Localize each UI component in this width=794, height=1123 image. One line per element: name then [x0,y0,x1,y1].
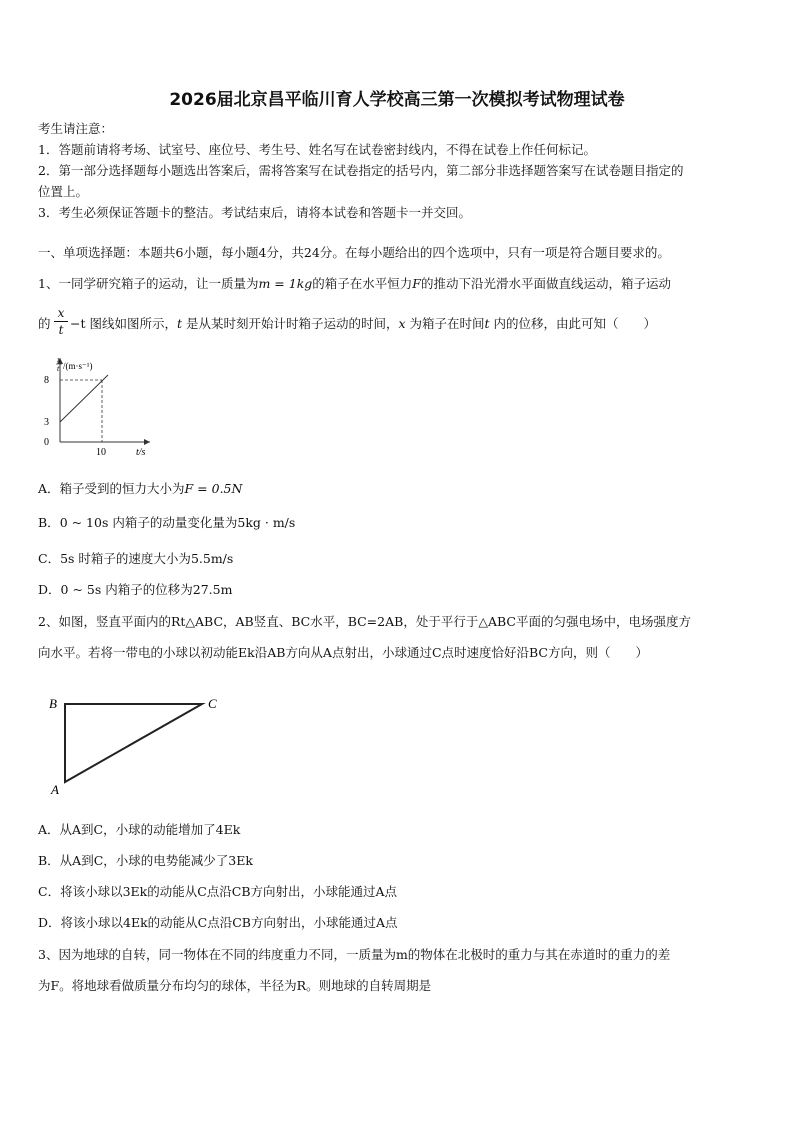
q2-option-a: A．从A到C，小球的动能增加了4Ek [38,822,241,837]
x-tick-10: 10 [96,447,106,458]
origin-label: 0 [44,437,49,448]
q2-option-c: C．将该小球以3Ek的动能从C点沿CB方向射出，小球能通过A点 [38,884,398,899]
q1-option-b: B．0 ~ 10s 内箱子的动量变化量为5kg · m/s [38,515,296,530]
q1-stem-line2: −t 图线如图所示，t 是从某时刻开始计时箱子运动的时间，x 为箱子在时间t 内的位移，由此可知（ ） [70,316,657,331]
q3-stem-line1: 3、因为地球的自转，同一物体在不同的纬度重力不同，一质量为m的物体在北极时的重力与其在赤道时的重力的差 [38,947,671,962]
section-heading: 一、单项选择题：本题共6小题，每小题4分，共24分。在每小题给出的四个选项中，只有一项是符合题目要求的。 [38,245,670,260]
q1-stem-line1: 1、一同学研究箱子的运动，让一质量为m = 1kg的箱子在水平恒力F的推动下沿光滑水平面做直线运动，箱子运动 [38,276,671,291]
vertex-b-label: B [49,696,57,711]
q1-option-d: D．0 ~ 5s 内箱子的位移为27.5m [38,582,233,597]
x-axis-label: t/s [136,447,146,458]
q3-stem-line2: 为F。将地球看做质量分布均匀的球体，半径为R。则地球的自转周期是 [38,978,432,993]
y-tick-3: 3 [44,417,49,428]
y-axis-frac-den: t [57,364,60,373]
notice-item-2-cont: 位置上。 [38,184,89,199]
notice-heading: 考生请注意： [38,121,114,136]
notice-item-3: 3．考生必须保证答题卡的整洁。考试结束后，请将本试卷和答题卡一并交回。 [38,205,471,220]
notice-item-1: 1．答题前请将考场、试室号、座位号、考生号、姓名写在试卷密封线内，不得在试卷上作任何标记。 [38,142,596,157]
q1-option-c: C．5s 时箱子的速度大小为5.5m/s [38,551,234,566]
vertex-a-label: A [51,782,59,797]
triangle-diagram [40,686,240,801]
y-axis-frac-num: x [57,355,61,364]
q2-stem-line1: 2、如图，竖直平面内的Rt△ABC，AB竖直、BC水平，BC=2AB，处于平行于△ABC平面的匀强电场中，电场强度方 [38,614,691,629]
q1-option-a: A．箱子受到的恒力大小为F = 0.5N [38,481,243,496]
exam-title: 2026届北京昌平临川育人学校高三第一次模拟考试物理试卷 [169,90,625,110]
q2-option-b: B．从A到C，小球的电势能减少了3Ek [38,853,253,868]
mass-formula: m = 1kg [258,276,313,291]
notice-item-2: 2．第一部分选择题每小题选出答案后，需将答案写在试卷指定的括号内，第二部分非选择题答案写在试卷题目指定的 [38,163,684,178]
vertex-c-label: C [208,696,217,711]
q2-stem-line2: 向水平。若将一带电的小球以初动能Ek沿AB方向从A点射出，小球通过C点时速度恰好沿BC方向，则（ ） [38,645,648,660]
q1-stem-line2-prefix: 的 [38,316,51,331]
x-t-graph [30,350,160,460]
graph-line [60,375,108,422]
y-axis-label: /(m·s⁻¹) [63,361,93,371]
q2-option-d: D．将该小球以4Ek的动能从C点沿CB方向射出，小球能通过A点 [38,915,398,930]
x-over-t-fraction: x t [54,306,68,337]
y-tick-8: 8 [44,375,49,386]
